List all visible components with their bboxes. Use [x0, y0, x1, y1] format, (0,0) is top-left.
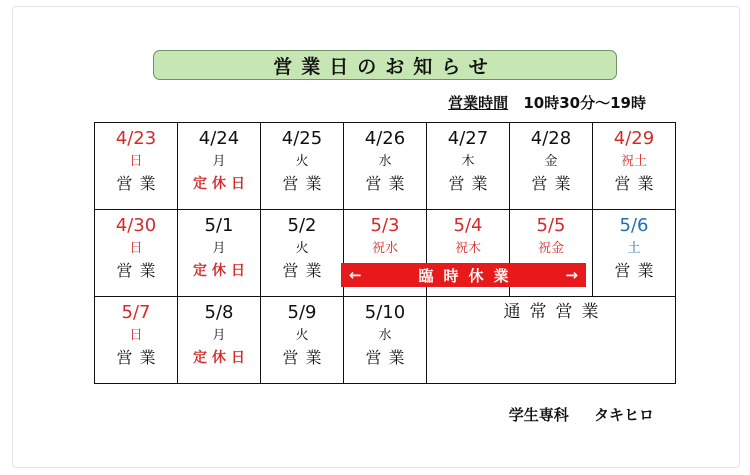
day-of-week: 水: [378, 328, 392, 343]
calendar-day-cell: [510, 123, 593, 210]
day-date: 5/10: [364, 302, 406, 323]
day-of-week: 祝土: [620, 154, 647, 169]
calendar-day-cell: [344, 123, 427, 210]
footer-shop: 学生専科: [508, 406, 569, 424]
calendar-day-cell: [261, 210, 344, 297]
calendar-day-cell: [95, 297, 178, 384]
open-status: 営業: [282, 348, 329, 367]
footer: [509, 404, 654, 425]
calendar-day-cell: [95, 210, 178, 297]
calendar-day-cell: [178, 297, 261, 384]
open-status: 営業: [365, 348, 412, 367]
day-of-week: 土: [627, 241, 641, 256]
calendar-day-cell: [344, 297, 427, 384]
day-date: 5/7: [121, 302, 151, 323]
calendar-day-cell: [261, 123, 344, 210]
day-of-week: 祝水: [371, 241, 398, 256]
day-of-week: 火: [295, 328, 309, 343]
day-date: 4/26: [364, 128, 406, 149]
calendar-day-cell: [593, 123, 676, 210]
day-date: 4/28: [530, 128, 572, 149]
day-of-week: 日: [129, 154, 143, 169]
calendar-week-row: [95, 123, 676, 210]
day-of-week: 祝木: [454, 241, 481, 256]
day-of-week: 金: [544, 154, 558, 169]
day-of-week: 木: [461, 154, 475, 169]
day-date: 4/30: [115, 215, 157, 236]
calendar-day-cell: [178, 123, 261, 210]
open-status: 営業: [531, 174, 578, 193]
day-date: 5/4: [453, 215, 483, 236]
day-date: 5/6: [619, 215, 649, 236]
open-status: 営業: [282, 174, 329, 193]
day-date: 4/25: [281, 128, 323, 149]
closed-status: 定休日: [193, 263, 250, 279]
day-of-week: 月: [212, 241, 226, 256]
day-of-week: 月: [212, 328, 226, 343]
page-title: [153, 50, 617, 80]
calendar-day-cell: [261, 297, 344, 384]
day-date: 5/5: [536, 215, 566, 236]
open-status: 営業: [282, 261, 329, 280]
closed-status: 定休日: [193, 176, 250, 192]
open-status: 営業: [116, 261, 163, 280]
calendar-week-row: [95, 297, 676, 384]
left-arrow-icon: ←: [349, 266, 362, 284]
calendar-day-cell: [427, 123, 510, 210]
footer-name: タキヒロ: [593, 406, 654, 424]
day-date: 4/27: [447, 128, 489, 149]
calendar-day-cell: [95, 123, 178, 210]
open-status: 営業: [116, 348, 163, 367]
open-status: 営業: [365, 174, 412, 193]
temporary-closure-bar: [341, 263, 586, 287]
open-status: 営業: [448, 174, 495, 193]
day-of-week: 火: [295, 154, 309, 169]
calendar-table: [94, 122, 676, 384]
page-title-text: 営業日のお知らせ: [273, 55, 497, 78]
day-date: 4/24: [198, 128, 240, 149]
day-date: 4/23: [115, 128, 157, 149]
day-date: 5/3: [370, 215, 400, 236]
day-date: 5/9: [287, 302, 317, 323]
temporary-closure-label: 臨時休業: [418, 266, 519, 285]
business-hours-value: 10時30分〜19時: [523, 94, 646, 112]
normal-business-label: 通常営業: [503, 302, 608, 322]
day-of-week: 水: [378, 154, 392, 169]
day-date: 5/1: [204, 215, 234, 236]
business-hours: [448, 92, 646, 113]
day-of-week: 祝金: [537, 241, 564, 256]
right-arrow-icon: →: [565, 266, 578, 284]
closed-status: 定休日: [193, 350, 250, 366]
business-hours-label: 営業時間: [448, 94, 509, 112]
calendar-day-cell: [593, 210, 676, 297]
day-date: 5/2: [287, 215, 317, 236]
day-of-week: 日: [129, 328, 143, 343]
calendar-day-cell: [178, 210, 261, 297]
day-of-week: 日: [129, 241, 143, 256]
open-status: 営業: [116, 174, 163, 193]
normal-business-cell: [427, 297, 676, 384]
open-status: 営業: [614, 174, 661, 193]
day-of-week: 月: [212, 154, 226, 169]
day-date: 4/29: [613, 128, 655, 149]
day-of-week: 火: [295, 241, 309, 256]
day-date: 5/8: [204, 302, 234, 323]
open-status: 営業: [614, 261, 661, 280]
